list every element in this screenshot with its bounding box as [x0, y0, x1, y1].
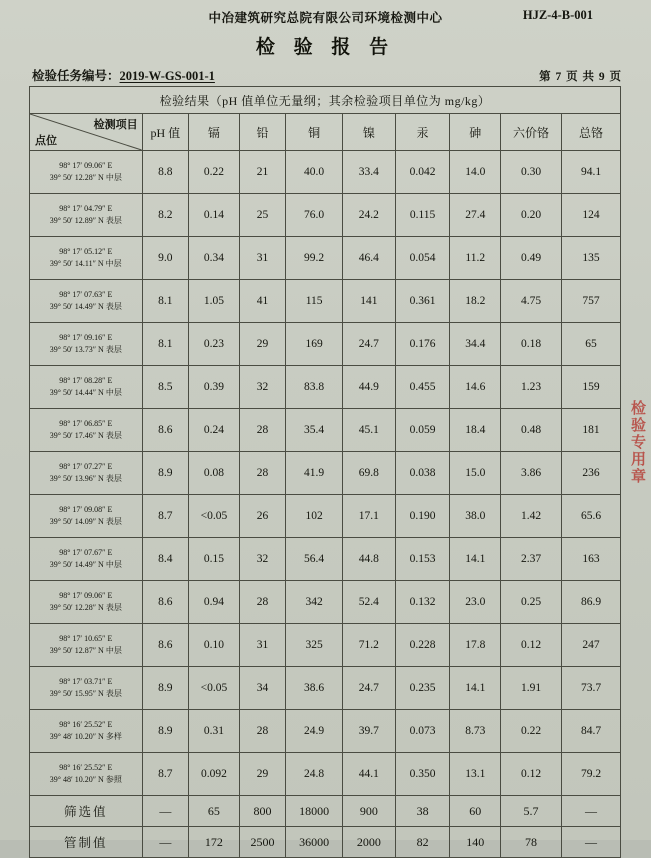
- value-pb: 41: [239, 280, 285, 323]
- value-as: 15.0: [450, 452, 501, 495]
- value-ni: 46.4: [343, 237, 396, 280]
- screening-value-cr-total: —: [562, 796, 621, 827]
- value-as: 14.1: [450, 538, 501, 581]
- value-hg: 0.054: [395, 237, 450, 280]
- control-value-cr6: 78: [501, 827, 562, 858]
- value-hg: 0.190: [395, 495, 450, 538]
- value-cr-total: 65: [562, 323, 621, 366]
- official-stamp: 检验专用章: [629, 400, 645, 485]
- table-row: [30, 409, 621, 452]
- screening-value-pb: 800: [239, 796, 285, 827]
- location-cell: [30, 710, 143, 753]
- value-pb: 28: [239, 581, 285, 624]
- location-cell: [30, 366, 143, 409]
- value-cr6: 0.30: [501, 151, 562, 194]
- value-cd: 0.24: [189, 409, 240, 452]
- value-pb: 28: [239, 409, 285, 452]
- value-cr-total: 757: [562, 280, 621, 323]
- location-line-2: 39° 50′ 13.73″ N 表层: [49, 345, 122, 354]
- value-cu: 56.4: [286, 538, 343, 581]
- control-value-cr-total: —: [562, 827, 621, 858]
- value-cd: <0.05: [189, 667, 240, 710]
- value-ni: 33.4: [343, 151, 396, 194]
- task-number-block: [32, 66, 215, 84]
- screening-value-hg: 38: [395, 796, 450, 827]
- location-line-2: 39° 50′ 12.87″ N 中层: [49, 646, 122, 655]
- value-cd: 0.22: [189, 151, 240, 194]
- organization-name: 中冶建筑研究总院有限公司环境检测中心: [208, 11, 443, 25]
- screening-value-as: 60: [450, 796, 501, 827]
- table-row: [30, 624, 621, 667]
- location-cell: [30, 495, 143, 538]
- value-hg: 0.228: [395, 624, 450, 667]
- value-ni: 52.4: [343, 581, 396, 624]
- value-hg: 0.073: [395, 710, 450, 753]
- document-code: HJZ-4-B-001: [522, 8, 593, 22]
- value-cr6: 3.86: [501, 452, 562, 495]
- column-header-hg: 汞: [395, 114, 450, 151]
- value-hg: 0.059: [395, 409, 450, 452]
- value-cu: 38.6: [286, 667, 343, 710]
- location-line-1: 98° 17′ 09.06″ E: [59, 591, 113, 601]
- value-ph: 8.9: [142, 452, 188, 495]
- location-line-2: 39° 50′ 15.95″ N 表层: [49, 689, 122, 698]
- table-caption: 检验结果（pH 值单位无量纲；其余检验项目单位为 mg/kg）: [30, 87, 621, 114]
- location-line-2: 39° 50′ 12.89″ N 表层: [49, 216, 122, 225]
- value-as: 14.1: [450, 667, 501, 710]
- value-cr-total: 247: [562, 624, 621, 667]
- table-row: [30, 753, 621, 796]
- value-cr-total: 86.9: [562, 581, 621, 624]
- header-point-label: 点位: [35, 135, 57, 147]
- value-ph: 8.1: [142, 280, 188, 323]
- value-cr6: 2.37: [501, 538, 562, 581]
- location-line-2: 39° 50′ 12.28″ N 表层: [49, 603, 122, 612]
- value-cr6: 1.42: [501, 495, 562, 538]
- value-cr6: 0.49: [501, 237, 562, 280]
- value-ni: 44.8: [343, 538, 396, 581]
- value-cr6: 0.12: [501, 753, 562, 796]
- location-cell: [30, 280, 143, 323]
- table-header-row: [30, 114, 621, 151]
- column-header-as: 砷: [450, 114, 501, 151]
- value-as: 18.4: [450, 409, 501, 452]
- value-hg: 0.350: [395, 753, 450, 796]
- location-line-2: 39° 50′ 14.11″ N 中层: [49, 259, 122, 268]
- table-row: [30, 151, 621, 194]
- table-row: [30, 194, 621, 237]
- control-value-row: [30, 827, 621, 858]
- location-line-1: 98° 17′ 03.71″ E: [59, 677, 113, 687]
- meta-row: [32, 66, 622, 84]
- value-as: 23.0: [450, 581, 501, 624]
- value-cd: <0.05: [189, 495, 240, 538]
- value-cr-total: 65.6: [562, 495, 621, 538]
- value-cr6: 4.75: [501, 280, 562, 323]
- value-cr-total: 84.7: [562, 710, 621, 753]
- location-line-2: 39° 48′ 10.20″ N 参照: [49, 775, 122, 784]
- value-ph: 8.9: [142, 710, 188, 753]
- column-header-ph: pH 值: [142, 114, 188, 151]
- value-cd: 0.23: [189, 323, 240, 366]
- value-cr-total: 94.1: [562, 151, 621, 194]
- value-ni: 24.2: [343, 194, 396, 237]
- value-pb: 28: [239, 452, 285, 495]
- value-pb: 31: [239, 624, 285, 667]
- location-line-2: 39° 50′ 14.44″ N 中层: [49, 388, 122, 397]
- location-cell: [30, 667, 143, 710]
- page-title: 检 验 报 告: [255, 37, 396, 58]
- column-header-cr-total: 总铬: [562, 114, 621, 151]
- task-number-label: 检验任务编号：: [32, 69, 120, 83]
- value-pb: 31: [239, 237, 285, 280]
- screening-value-label: 筛选值: [30, 796, 143, 827]
- location-line-1: 98° 17′ 07.63″ E: [59, 290, 113, 300]
- table-row: [30, 280, 621, 323]
- control-value-hg: 82: [395, 827, 450, 858]
- value-hg: 0.153: [395, 538, 450, 581]
- location-line-2: 39° 50′ 12.28″ N 中层: [49, 173, 122, 182]
- value-cr-total: 73.7: [562, 667, 621, 710]
- value-cd: 0.14: [189, 194, 240, 237]
- value-ph: 8.2: [142, 194, 188, 237]
- value-cr-total: 159: [562, 366, 621, 409]
- value-ph: 9.0: [142, 237, 188, 280]
- control-value-cu: 36000: [286, 827, 343, 858]
- screening-value-cd: 65: [189, 796, 240, 827]
- location-cell: [30, 409, 143, 452]
- value-ni: 39.7: [343, 710, 396, 753]
- value-ph: 8.1: [142, 323, 188, 366]
- value-pb: 28: [239, 710, 285, 753]
- location-line-2: 39° 50′ 17.46″ N 表层: [49, 431, 122, 440]
- location-cell: [30, 452, 143, 495]
- value-ni: 24.7: [343, 667, 396, 710]
- value-hg: 0.361: [395, 280, 450, 323]
- table-row: [30, 323, 621, 366]
- value-cr-total: 79.2: [562, 753, 621, 796]
- screening-value-ni: 900: [343, 796, 396, 827]
- table-row: [30, 538, 621, 581]
- value-cd: 0.31: [189, 710, 240, 753]
- value-ph: 8.5: [142, 366, 188, 409]
- value-cr6: 0.20: [501, 194, 562, 237]
- value-cr6: 0.25: [501, 581, 562, 624]
- location-line-1: 98° 17′ 09.06″ E: [59, 161, 113, 171]
- value-as: 8.73: [450, 710, 501, 753]
- value-pb: 32: [239, 366, 285, 409]
- location-cell: [30, 538, 143, 581]
- control-value-ni: 2000: [343, 827, 396, 858]
- control-value-as: 140: [450, 827, 501, 858]
- value-as: 34.4: [450, 323, 501, 366]
- table-row: [30, 710, 621, 753]
- value-cu: 102: [286, 495, 343, 538]
- location-line-2: 39° 50′ 14.49″ N 表层: [49, 302, 122, 311]
- screening-value-cr6: 5.7: [501, 796, 562, 827]
- value-cr-total: 135: [562, 237, 621, 280]
- value-ni: 17.1: [343, 495, 396, 538]
- location-line-2: 39° 48′ 10.20″ N 多样: [49, 732, 122, 741]
- value-as: 38.0: [450, 495, 501, 538]
- table-row: [30, 581, 621, 624]
- value-pb: 29: [239, 323, 285, 366]
- location-line-1: 98° 17′ 08.28″ E: [59, 376, 113, 386]
- value-cd: 1.05: [189, 280, 240, 323]
- value-cr6: 0.12: [501, 624, 562, 667]
- location-line-2: 39° 50′ 13.96″ N 表层: [49, 474, 122, 483]
- value-cd: 0.092: [189, 753, 240, 796]
- column-header-ni: 镍: [343, 114, 396, 151]
- location-line-1: 98° 17′ 06.85″ E: [59, 419, 113, 429]
- value-pb: 25: [239, 194, 285, 237]
- column-header-pb: 铅: [239, 114, 285, 151]
- value-cr6: 1.23: [501, 366, 562, 409]
- value-hg: 0.235: [395, 667, 450, 710]
- value-cu: 169: [286, 323, 343, 366]
- value-cu: 24.8: [286, 753, 343, 796]
- location-line-1: 98° 17′ 09.08″ E: [59, 505, 113, 515]
- value-cu: 41.9: [286, 452, 343, 495]
- table-row: [30, 366, 621, 409]
- value-cu: 99.2: [286, 237, 343, 280]
- value-ni: 44.9: [343, 366, 396, 409]
- location-cell: [30, 237, 143, 280]
- value-hg: 0.176: [395, 323, 450, 366]
- value-as: 18.2: [450, 280, 501, 323]
- value-pb: 34: [239, 667, 285, 710]
- value-cu: 342: [286, 581, 343, 624]
- value-as: 13.1: [450, 753, 501, 796]
- results-table-body: [30, 87, 621, 858]
- location-line-2: 39° 50′ 14.09″ N 表层: [49, 517, 122, 526]
- task-number-value: 2019-W-GS-001-1: [119, 69, 215, 83]
- value-cr6: 0.18: [501, 323, 562, 366]
- value-ni: 141: [343, 280, 396, 323]
- value-cr-total: 124: [562, 194, 621, 237]
- value-pb: 26: [239, 495, 285, 538]
- value-ph: 8.6: [142, 581, 188, 624]
- value-as: 17.8: [450, 624, 501, 667]
- location-line-1: 98° 17′ 07.67″ E: [59, 548, 113, 558]
- value-cr6: 0.22: [501, 710, 562, 753]
- location-cell: [30, 194, 143, 237]
- column-header-cu: 铜: [286, 114, 343, 151]
- results-table: [29, 86, 621, 858]
- control-value-pb: 2500: [239, 827, 285, 858]
- value-ni: 24.7: [343, 323, 396, 366]
- table-row: [30, 452, 621, 495]
- value-ni: 45.1: [343, 409, 396, 452]
- value-ph: 8.7: [142, 753, 188, 796]
- value-ni: 44.1: [343, 753, 396, 796]
- location-line-1: 98° 17′ 04.79″ E: [59, 204, 113, 214]
- value-hg: 0.115: [395, 194, 450, 237]
- value-cr6: 1.91: [501, 667, 562, 710]
- value-cu: 24.9: [286, 710, 343, 753]
- value-cu: 325: [286, 624, 343, 667]
- table-row: [30, 237, 621, 280]
- control-value-cd: 172: [189, 827, 240, 858]
- location-line-2: 39° 50′ 14.49″ N 中层: [49, 560, 122, 569]
- value-cd: 0.08: [189, 452, 240, 495]
- location-line-1: 98° 16′ 25.52″ E: [59, 720, 113, 730]
- value-hg: 0.455: [395, 366, 450, 409]
- value-cr-total: 163: [562, 538, 621, 581]
- value-as: 14.0: [450, 151, 501, 194]
- value-cd: 0.10: [189, 624, 240, 667]
- column-header-cr6: 六价铬: [501, 114, 562, 151]
- value-ph: 8.6: [142, 624, 188, 667]
- value-cr-total: 181: [562, 409, 621, 452]
- value-cu: 35.4: [286, 409, 343, 452]
- value-hg: 0.038: [395, 452, 450, 495]
- control-value-ph: —: [142, 827, 188, 858]
- control-value-label: 管制值: [30, 827, 143, 858]
- value-ni: 71.2: [343, 624, 396, 667]
- value-hg: 0.042: [395, 151, 450, 194]
- value-cd: 0.34: [189, 237, 240, 280]
- location-cell: [30, 323, 143, 366]
- value-cu: 115: [286, 280, 343, 323]
- value-ph: 8.4: [142, 538, 188, 581]
- screening-value-ph: —: [142, 796, 188, 827]
- header-corner-cell: [30, 114, 143, 151]
- column-header-cd: 镉: [189, 114, 240, 151]
- value-cr-total: 236: [562, 452, 621, 495]
- value-pb: 29: [239, 753, 285, 796]
- table-row: [30, 495, 621, 538]
- location-line-1: 98° 17′ 09.16″ E: [59, 333, 113, 343]
- value-as: 27.4: [450, 194, 501, 237]
- value-cd: 0.39: [189, 366, 240, 409]
- table-row: [30, 667, 621, 710]
- location-cell: [30, 753, 143, 796]
- value-ph: 8.7: [142, 495, 188, 538]
- value-as: 11.2: [450, 237, 501, 280]
- location-cell: [30, 624, 143, 667]
- value-pb: 32: [239, 538, 285, 581]
- value-cu: 83.8: [286, 366, 343, 409]
- value-pb: 21: [239, 151, 285, 194]
- value-cd: 0.94: [189, 581, 240, 624]
- table-caption-row: [30, 87, 621, 114]
- value-ph: 8.6: [142, 409, 188, 452]
- value-as: 14.6: [450, 366, 501, 409]
- value-ph: 8.9: [142, 667, 188, 710]
- value-ni: 69.8: [343, 452, 396, 495]
- location-line-1: 98° 17′ 07.27″ E: [59, 462, 113, 472]
- location-line-1: 98° 16′ 25.52″ E: [59, 763, 113, 773]
- location-cell: [30, 581, 143, 624]
- value-hg: 0.132: [395, 581, 450, 624]
- value-ph: 8.8: [142, 151, 188, 194]
- screening-value-row: [30, 796, 621, 827]
- page-number: 第 7 页 共 9 页: [539, 71, 622, 83]
- value-cu: 40.0: [286, 151, 343, 194]
- value-cr6: 0.48: [501, 409, 562, 452]
- value-cu: 76.0: [286, 194, 343, 237]
- location-cell: [30, 151, 143, 194]
- screening-value-cu: 18000: [286, 796, 343, 827]
- header-item-label: 检测项目: [93, 119, 138, 131]
- location-line-1: 98° 17′ 10.65″ E: [59, 634, 113, 644]
- value-cd: 0.15: [189, 538, 240, 581]
- location-line-1: 98° 17′ 05.12″ E: [59, 247, 113, 257]
